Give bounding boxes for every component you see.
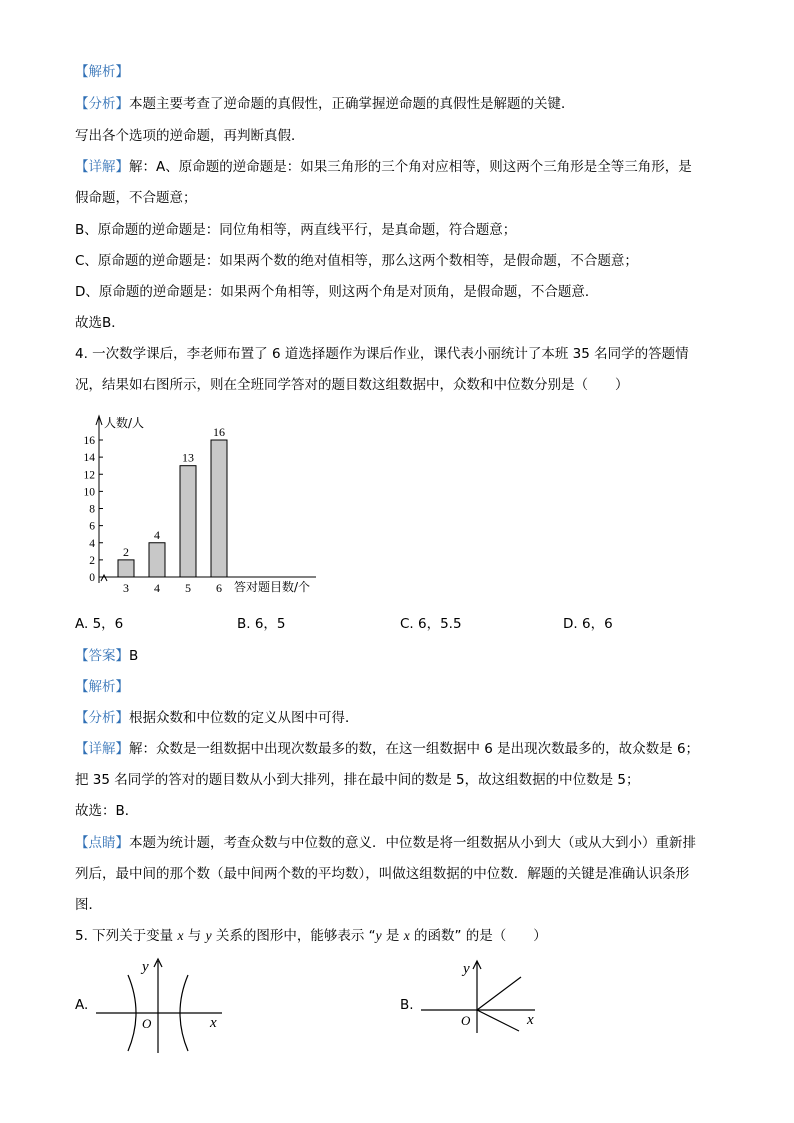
xiangjie-tag: 【详解】 [75, 159, 129, 175]
bar-value-label: 16 [213, 425, 225, 439]
question-4-line2: 况，结果如右图所示，则在全班同学答对的题目数这组数据中，众数和中位数分别是（ ） [75, 377, 629, 393]
graph-b [415, 955, 545, 1035]
fenxi-tag: 【分析】 [75, 710, 129, 726]
comment-line [75, 833, 696, 853]
bar [118, 560, 134, 577]
y-tick-label: 2 [89, 554, 95, 567]
ray-up [477, 977, 521, 1010]
y-axis-label: 人数/人 [104, 416, 145, 430]
axis-break [101, 575, 107, 581]
dianjing-text: 本题为统计题，考查众数与中位数的意义．中位数是将一组数据从小到大（或从大到小）重新排 [129, 835, 696, 851]
q5-option-b-label[interactable]: B. [400, 997, 414, 1013]
q5-text: 是 [381, 928, 404, 944]
option-a[interactable]: A. 5，6 [75, 616, 124, 632]
xiangjie-text: 解：众数是一组数据中出现次数最多的数，在这一组数据中 6 是出现次数最多的，故众数是 6； [129, 741, 700, 757]
origin-label: O [461, 1013, 471, 1028]
y-tick-label: 16 [83, 435, 95, 447]
analysis-line [75, 708, 359, 728]
text-line: 图． [75, 897, 102, 913]
y-tick-label: 14 [83, 452, 95, 465]
q5-text: 的函数” 的是（ ） [409, 928, 547, 944]
bar-value-label: 4 [154, 527, 160, 542]
answer-line [75, 646, 138, 666]
detail-line [75, 157, 692, 177]
y-tick-label: 12 [83, 469, 95, 482]
question-4-line1: 4. 一次数学课后，李老师布置了 6 道选择题作为课后作业，课代表小丽统计了本班 35 名同学的答题情 [75, 346, 689, 362]
origin-label: O [142, 1016, 152, 1031]
dianjing-tag: 【点睛】 [75, 835, 129, 851]
detail-line [75, 739, 699, 759]
x-tick-label: 6 [216, 581, 222, 595]
text-line: B、原命题的逆命题是：同位角相等，两直线平行，是真命题，符合题意； [75, 222, 517, 238]
bar-value-label: 13 [182, 450, 194, 465]
x-label: x [210, 1015, 217, 1031]
option-d[interactable]: D. 6，6 [563, 616, 613, 632]
bar [211, 440, 227, 577]
fenxi-text: 本题主要考查了逆命题的真假性，正确掌握逆命题的真假性是解题的关键． [129, 96, 575, 112]
option-b[interactable]: B. 6，5 [237, 616, 286, 632]
y-tick-label: 6 [89, 520, 95, 533]
text-line: 列后，最中间的那个数（最中间两个数的平均数），叫做这组数据的中位数．解题的关键是准确认识条形 [75, 866, 690, 882]
answer-tag: 【答案】 [75, 648, 129, 664]
bar [149, 543, 165, 577]
x-tick-label: 4 [154, 581, 160, 595]
fenxi-tag: 【分析】 [75, 96, 129, 112]
q5-text: 与 [183, 928, 206, 944]
q5-text: 5. 下列关于变量 [75, 928, 178, 944]
var-y: y [375, 928, 382, 943]
y-tick-label: 4 [89, 537, 95, 550]
text-line: 写出各个选项的逆命题，再判断真假． [75, 128, 305, 144]
y-tick-label: 10 [83, 486, 95, 499]
analysis-heading: 【解析】 [75, 64, 129, 80]
y-tick-label: 8 [89, 503, 95, 516]
x-axis-label: 答对题目数/个 [234, 580, 311, 594]
bar-value-label: 2 [123, 544, 129, 559]
ray-down [477, 1010, 519, 1031]
y-label: y [463, 961, 470, 977]
text-line: D、原命题的逆命题是：如果两个角相等，则这两个角是对顶角，是假命题，不合题意． [75, 284, 599, 300]
text-line: 把 35 名同学的答对的题目数从小到大排列，排在最中间的数是 5，故这组数据的中位数是 5； [75, 772, 640, 788]
analysis-heading: 【解析】 [75, 679, 129, 695]
text-line: 故选：B． [75, 803, 139, 819]
x-tick-label: 5 [185, 581, 191, 595]
var-x: x [403, 928, 410, 943]
q5-text: 关系的图形中，能够表示 “ [211, 928, 376, 944]
text-line: 假命题，不合题意； [75, 190, 197, 206]
xiangjie-tag: 【详解】 [75, 741, 129, 757]
var-x: x [177, 928, 184, 943]
x-label: x [527, 1012, 534, 1028]
q5-option-a-label[interactable]: A. [75, 997, 89, 1013]
text-line: C、原命题的逆命题是：如果两个数的绝对值相等，那么这两个数相等，是假命题，不合题意； [75, 253, 638, 269]
text-line: 故选B． [75, 315, 125, 331]
y-label: y [142, 959, 149, 975]
bar [180, 466, 196, 577]
question-5-line [75, 926, 547, 946]
answer-text: B [129, 648, 139, 664]
graph-a [92, 955, 232, 1055]
x-tick-label: 3 [123, 581, 129, 595]
option-c[interactable]: C. 6，5.5 [400, 616, 462, 632]
fenxi-text: 根据众数和中位数的定义从图中可得． [129, 710, 359, 726]
analysis-line [75, 94, 575, 114]
var-y: y [205, 928, 212, 943]
y-tick-label: 0 [89, 572, 95, 584]
xiangjie-text: 解：A、原命题的逆命题是：如果三角形的三个角对应相等，则这两个三角形是全等三角形，是 [129, 159, 692, 175]
bar-chart [80, 410, 330, 595]
